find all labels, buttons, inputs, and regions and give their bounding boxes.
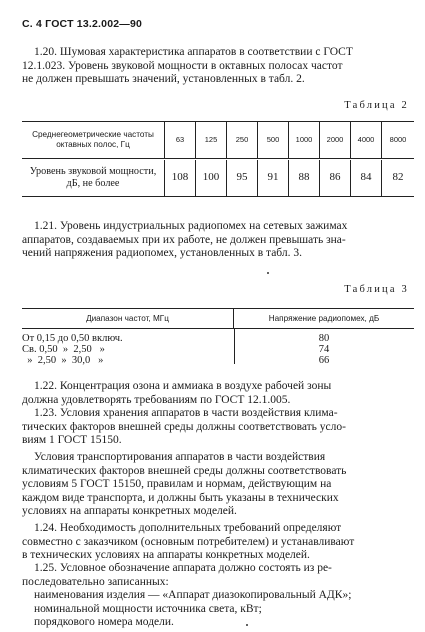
- table-3-range: От 0,15 до 0,50 включ.: [22, 333, 123, 344]
- table-2-caption: Таблица 2: [344, 100, 409, 111]
- table-2-row-label: Уровень звуковой мощности, дБ, не более: [22, 160, 165, 196]
- table-3-value: 66: [318, 355, 330, 366]
- text-line: тических факторов внешней среды должны соответствовать усло-: [22, 420, 346, 433]
- text-line: в технических условиях на аппараты конкретных моделей.: [22, 549, 310, 562]
- table-2-value: 95: [227, 160, 258, 196]
- text-line: 1.22. Концентрация озона и аммиака в воздухе рабочей зоны: [34, 380, 332, 392]
- speck: [267, 272, 269, 274]
- table-3-header-row: [22, 309, 414, 329]
- table-2-value: 82: [392, 171, 404, 184]
- paragraph-1-20: [22, 46, 410, 87]
- text-line: аппаратов, создаваемых при их работе, не должен превышать зна-: [22, 233, 346, 246]
- text-line: совместно с заказчиком (основным потребителем) и устанавливают: [22, 535, 355, 548]
- table-3-row: [22, 344, 414, 355]
- table-2-header-row: [22, 122, 414, 159]
- table-2-value: 108: [165, 160, 196, 196]
- table-2-freq: 1000: [289, 122, 320, 158]
- text-line: Условия транспортирования аппаратов в части воздействия: [34, 451, 326, 463]
- paragraph-1-21: [22, 220, 410, 261]
- table-3: [22, 308, 414, 366]
- text-line: не должен превышать значений, установленных в табл. 2.: [22, 73, 305, 86]
- text-line: номинальной мощности источника света, кВт;: [34, 602, 262, 615]
- table-2: [22, 121, 414, 197]
- table-2-freq: 125: [196, 122, 227, 158]
- table-3-row: [22, 355, 414, 366]
- page-header: С. 4 ГОСТ 13.2.002—90: [22, 18, 143, 30]
- text-line: 1.21. Уровень индустриальных радиопомех на сетевых зажимах: [34, 220, 348, 232]
- table-2-value: 100: [196, 160, 227, 196]
- table-2-freq: 2000: [320, 122, 351, 158]
- table-2-freq: 500: [258, 122, 289, 158]
- text-line: 1.24. Необходимость дополнительных требований определяют: [34, 522, 342, 534]
- table-2-header-label: Среднегеометрические частоты октавных полос, Гц: [22, 122, 165, 158]
- text-line: виям 1 ГОСТ 15150.: [22, 434, 122, 447]
- text-line: 1.23. Условия хранения аппаратов в части воздействия клима-: [34, 407, 338, 419]
- table-2-data-row: [22, 160, 414, 196]
- table-2-freq: 4000: [351, 122, 382, 158]
- paragraph-transport: [22, 451, 410, 519]
- text-line: условиях на аппараты конкретных моделей.: [22, 505, 237, 518]
- paragraph-1-25: [22, 562, 410, 630]
- speck: [246, 624, 248, 626]
- text-line: 1.20. Шумовая характеристика аппаратов в соответствии с ГОСТ: [34, 46, 353, 58]
- text-line: чений напряжения радиопомех, установленных в табл. 3.: [22, 247, 302, 260]
- table-3-value: 80: [318, 333, 330, 344]
- paragraph-1-23: [22, 407, 410, 448]
- paragraph-1-24: [22, 522, 410, 563]
- table-3-range: » 2,50 » 30,0 »: [22, 355, 104, 366]
- paragraph-1-22: [22, 380, 410, 407]
- text-line: 1.25. Условное обозначение аппарата должно состоять из ре-: [34, 562, 332, 574]
- table-2-freq: 8000: [389, 135, 407, 145]
- table-3-caption: Таблица 3: [344, 284, 409, 295]
- table-2-value: 84: [351, 160, 382, 196]
- table-3-col-frequency: Диапазон частот, МГц: [22, 309, 234, 329]
- text-line: условиям 5 ГОСТ 15150, правилам и нормам, действующим на: [22, 478, 332, 491]
- text-line: 12.1.023. Уровень звуковой мощности в октавных полосах частот: [22, 59, 343, 72]
- text-line: наименования изделия — «Аппарат диазокопировальный АДК»;: [34, 589, 352, 602]
- text-line: каждом виде транспорта, и должны быть указаны в технических: [22, 491, 339, 504]
- text-line: порядкового номера модели.: [34, 616, 174, 629]
- text-line: должна удовлетворять требованиям по ГОСТ 12.1.005.: [22, 393, 291, 406]
- table-2-freq: 63: [165, 122, 196, 158]
- table-2-freq: 250: [227, 122, 258, 158]
- text-line: климатических факторов внешней среды должны соответствовать: [22, 464, 347, 477]
- table-3-value: 74: [318, 344, 330, 355]
- table-3-row: [22, 333, 414, 344]
- table-3-col-voltage: Напряжение радиопомех, дБ: [268, 314, 380, 324]
- table-2-value: 86: [320, 160, 351, 196]
- text-line: последовательно записанных:: [22, 575, 169, 588]
- table-2-value: 91: [258, 160, 289, 196]
- table-3-range: Св. 0,50 » 2,50 »: [22, 344, 105, 355]
- table-2-value: 88: [289, 160, 320, 196]
